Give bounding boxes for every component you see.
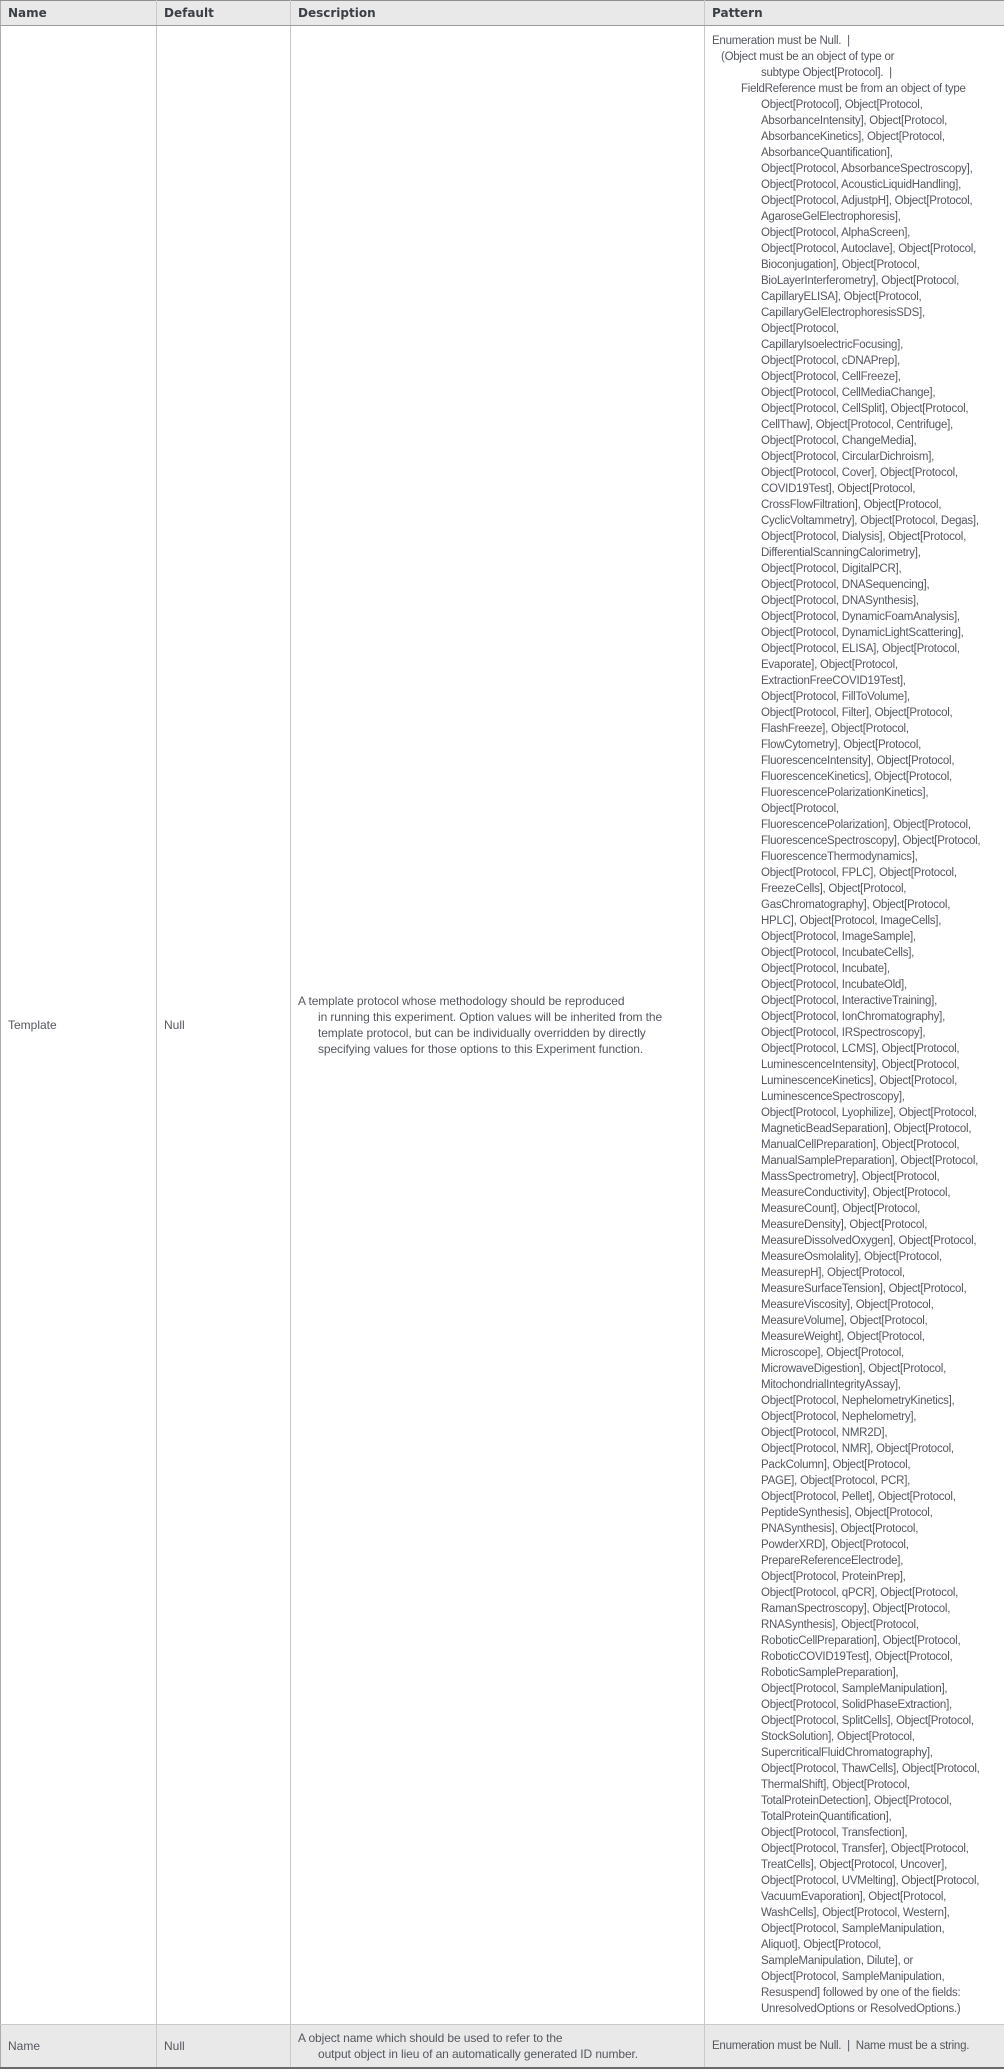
text-line: CrossFlowFiltration], Object[Protocol, xyxy=(761,499,942,511)
text-line: MeasureCount], Object[Protocol, xyxy=(761,1203,921,1215)
text-line: CapillaryELISA], Object[Protocol, xyxy=(761,291,922,303)
text-line: FlowCytometry], Object[Protocol, xyxy=(761,739,922,751)
text-line: MeasurepH], Object[Protocol, xyxy=(761,1267,905,1279)
column-header-default: Default xyxy=(157,1,291,26)
text-line: Object[Protocol, NMR2D], xyxy=(761,1427,888,1439)
text-line: CellThaw], Object[Protocol, Centrifuge], xyxy=(761,419,953,431)
text-line: Object[Protocol, Dialysis], Object[Protocol, xyxy=(761,531,967,543)
text-line: in running this experiment. Option values will be inherited from the xyxy=(318,1010,663,1024)
text-line: MeasureOsmolality], Object[Protocol, xyxy=(761,1251,942,1263)
text-line: Object[Protocol, InteractiveTraining], xyxy=(761,995,938,1007)
text-line: TotalProteinQuantification], xyxy=(761,1811,892,1823)
text-line: MassSpectrometry], Object[Protocol, xyxy=(761,1171,940,1183)
text-line: Object[Protocol, SampleManipulation, xyxy=(761,1923,945,1935)
text-line: Object[Protocol, Transfer], Object[Protocol, xyxy=(761,1843,969,1855)
text-line: Object[Protocol, ImageSample], xyxy=(761,931,916,943)
text-line: A template protocol whose methodology should be reproduced xyxy=(298,994,625,1008)
text-line: TreatCells], Object[Protocol, Uncover], xyxy=(761,1859,948,1871)
text-line: BioLayerInterferometry], Object[Protocol, xyxy=(761,275,960,287)
text-line: A object name which should be used to refer to the xyxy=(298,2031,563,2045)
text-line: SupercriticalFluidChromatography], xyxy=(761,1747,933,1759)
name-pattern-cell xyxy=(705,2025,1004,2069)
text-line: Object[Protocol, AlphaScreen], xyxy=(761,227,911,239)
text-line: Object[Protocol, cDNAPrep], xyxy=(761,355,900,367)
text-line: PackColumn], Object[Protocol, xyxy=(761,1459,911,1471)
text-line: Object[Protocol, NephelometryKinetics], xyxy=(761,1395,955,1407)
text-line: MeasureConductivity], Object[Protocol, xyxy=(761,1187,951,1199)
text-line: UnresolvedOptions or ResolvedOptions.) xyxy=(761,2003,961,2015)
text-line: Resuspend] followed by one of the fields: xyxy=(761,1987,961,1999)
column-header-name: Name xyxy=(1,1,157,26)
text-line: CapillaryGelElectrophoresisSDS], xyxy=(761,307,925,319)
text-line: Object[Protocol, SolidPhaseExtraction], xyxy=(761,1699,952,1711)
text-line: FluorescenceSpectroscopy], Object[Protocol, xyxy=(761,835,981,847)
text-line: CapillaryIsoelectricFocusing], xyxy=(761,339,904,351)
text-line: Object[Protocol, UVMelting], Object[Protocol, xyxy=(761,1875,980,1887)
text-line: MeasureDissolvedOxygen], Object[Protocol, xyxy=(761,1235,977,1247)
text-line: LuminescenceKinetics], Object[Protocol, xyxy=(761,1075,958,1087)
text-line: Object[Protocol, DynamicLightScattering], xyxy=(761,627,964,639)
text-line: MeasureDensity], Object[Protocol, xyxy=(761,1219,928,1231)
text-line: Object[Protocol, SampleManipulation, xyxy=(761,1971,945,1983)
text-line: COVID19Test], Object[Protocol, xyxy=(761,483,916,495)
text-line: RNASynthesis], Object[Protocol, xyxy=(761,1619,919,1631)
text-line: Object[Protocol, CircularDichroism], xyxy=(761,451,935,463)
text-line: Object[Protocol, ChangeMedia], xyxy=(761,435,917,447)
text-line: Object[Protocol, CellMediaChange], xyxy=(761,387,936,399)
template-description-cell xyxy=(291,26,705,2025)
table-row-name xyxy=(1,2025,1004,2069)
text-line: FreezeCells], Object[Protocol, xyxy=(761,883,907,895)
template-pattern-cell xyxy=(705,26,1004,2025)
text-line: Enumeration must be Null. | Name must be a string. xyxy=(712,2040,970,2052)
text-line: Object[Protocol, DNASynthesis], xyxy=(761,595,919,607)
text-line: VacuumEvaporation], Object[Protocol, xyxy=(761,1891,947,1903)
text-line: WashCells], Object[Protocol, Western], xyxy=(761,1907,950,1919)
text-line: specifying values for those options to this Experiment function. xyxy=(318,1042,644,1056)
text-line: subtype Object[Protocol]. | xyxy=(761,67,892,79)
template-default-cell: Null xyxy=(157,26,291,2025)
text-line: MitochondrialIntegrityAssay], xyxy=(761,1379,901,1391)
text-line: PNASynthesis], Object[Protocol, xyxy=(761,1523,919,1535)
text-line: LuminescenceIntensity], Object[Protocol, xyxy=(761,1059,960,1071)
text-line: FluorescencePolarizationKinetics], xyxy=(761,787,929,799)
text-line: Object[Protocol, Nephelometry], xyxy=(761,1411,917,1423)
text-line: Object[Protocol, Incubate], xyxy=(761,963,890,975)
text-line: Object[Protocol, IRSpectroscopy], xyxy=(761,1027,926,1039)
text-line: Object[Protocol, IncubateOld], xyxy=(761,979,907,991)
text-line: CyclicVoltammetry], Object[Protocol, Degas], xyxy=(761,515,979,527)
text-line: SampleManipulation, Dilute], or xyxy=(761,1955,914,1967)
text-line: Enumeration must be Null. | xyxy=(712,35,850,47)
text-line: Object[Protocol, Lyophilize], Object[Protocol, xyxy=(761,1107,977,1119)
text-line: AbsorbanceQuantification], xyxy=(761,147,893,159)
table-header xyxy=(1,1,1004,26)
text-line: Object[Protocol, DNASequencing], xyxy=(761,579,930,591)
text-line: Object[Protocol, FPLC], Object[Protocol, xyxy=(761,867,957,879)
text-line: ThermalShift], Object[Protocol, xyxy=(761,1779,910,1791)
text-line: Microscope], Object[Protocol, xyxy=(761,1347,904,1359)
text-line: RamanSpectroscopy], Object[Protocol, xyxy=(761,1603,951,1615)
text-line: Object[Protocol, AbsorbanceSpectroscopy], xyxy=(761,163,973,175)
text-line: ExtractionFreeCOVID19Test], xyxy=(761,675,906,687)
text-line: FluorescenceIntensity], Object[Protocol, xyxy=(761,755,955,767)
text-line: ManualSamplePreparation], Object[Protocol, xyxy=(761,1155,979,1167)
text-line: (Object must be an object of type or xyxy=(721,51,895,63)
text-line: Object[Protocol, ProteinPrep], xyxy=(761,1571,906,1583)
text-line: Object[Protocol, xyxy=(761,803,839,815)
text-line: PowderXRD], Object[Protocol, xyxy=(761,1539,909,1551)
text-line: Object[Protocol, AcousticLiquidHandling], xyxy=(761,179,962,191)
text-line: PeptideSynthesis], Object[Protocol, xyxy=(761,1507,933,1519)
text-line: FluorescenceThermodynamics], xyxy=(761,851,918,863)
text-line: MeasureSurfaceTension], Object[Protocol, xyxy=(761,1283,967,1295)
text-line: Object[Protocol, LCMS], Object[Protocol, xyxy=(761,1043,960,1055)
text-line: FlashFreeze], Object[Protocol, xyxy=(761,723,909,735)
text-line: Object[Protocol, Transfection], xyxy=(761,1827,908,1839)
text-line: PAGE], Object[Protocol, PCR], xyxy=(761,1475,911,1487)
text-line: Object[Protocol, IonChromatography], xyxy=(761,1011,946,1023)
text-line: Object[Protocol, AdjustpH], Object[Protocol, xyxy=(761,195,973,207)
text-line: Object[Protocol, Filter], Object[Protocol, xyxy=(761,707,953,719)
text-line: Object[Protocol, SampleManipulation], xyxy=(761,1683,948,1695)
text-line: AbsorbanceKinetics], Object[Protocol, xyxy=(761,131,945,143)
text-line: Object[Protocol, FillToVolume], xyxy=(761,691,910,703)
text-line: Object[Protocol, IncubateCells], xyxy=(761,947,915,959)
text-line: Object[Protocol, xyxy=(761,323,839,335)
text-line: FieldReference must be from an object of type xyxy=(741,83,966,95)
text-line: Evaporate], Object[Protocol, xyxy=(761,659,898,671)
text-line: Object[Protocol, qPCR], Object[Protocol, xyxy=(761,1587,959,1599)
text-line: RoboticCOVID19Test], Object[Protocol, xyxy=(761,1651,953,1663)
text-line: Object[Protocol, Autoclave], Object[Protocol, xyxy=(761,243,977,255)
template-name-cell: Template xyxy=(1,26,157,2025)
text-line: MeasureViscosity], Object[Protocol, xyxy=(761,1299,934,1311)
text-line: GasChromatography], Object[Protocol, xyxy=(761,899,951,911)
text-line: MeasureWeight], Object[Protocol, xyxy=(761,1331,925,1343)
text-line: FluorescencePolarization], Object[Protocol, xyxy=(761,819,971,831)
text-line: LuminescenceSpectroscopy], xyxy=(761,1091,905,1103)
text-line: RoboticCellPreparation], Object[Protocol, xyxy=(761,1635,961,1647)
text-line: DifferentialScanningCalorimetry], xyxy=(761,547,921,559)
text-line: Object[Protocol, Pellet], Object[Protocol, xyxy=(761,1491,956,1503)
text-line: HPLC], Object[Protocol, ImageCells], xyxy=(761,915,942,927)
text-line: Bioconjugation], Object[Protocol, xyxy=(761,259,920,271)
text-line: Object[Protocol, NMR], Object[Protocol, xyxy=(761,1443,954,1455)
text-line: Object[Protocol, ELISA], Object[Protocol, xyxy=(761,643,960,655)
text-line: Object[Protocol, ThawCells], Object[Protocol, xyxy=(761,1763,980,1775)
text-line: Object[Protocol, CellFreeze], xyxy=(761,371,901,383)
text-line: Object[Protocol, SplitCells], Object[Protocol, xyxy=(761,1715,974,1727)
text-line: Object[Protocol, DigitalPCR], xyxy=(761,563,902,575)
text-line: FluorescenceKinetics], Object[Protocol, xyxy=(761,771,952,783)
text-line: Object[Protocol, DynamicFoamAnalysis], xyxy=(761,611,960,623)
text-line: MicrowaveDigestion], Object[Protocol, xyxy=(761,1363,947,1375)
column-header-pattern: Pattern xyxy=(705,1,1004,26)
text-line: Object[Protocol, CellSplit], Object[Protocol, xyxy=(761,403,969,415)
text-line: ManualCellPreparation], Object[Protocol, xyxy=(761,1139,960,1151)
text-line: template protocol, but can be individually overridden by directly xyxy=(318,1026,646,1040)
text-line: AgaroseGelElectrophoresis], xyxy=(761,211,901,223)
text-line: Aliquot], Object[Protocol, xyxy=(761,1939,882,1951)
name-name-cell: Name xyxy=(1,2025,157,2069)
text-line: MeasureVolume], Object[Protocol, xyxy=(761,1315,928,1327)
header-row xyxy=(1,1,1004,26)
text-line: PrepareReferenceElectrode], xyxy=(761,1555,904,1567)
name-description-cell xyxy=(291,2025,705,2069)
table-row-template xyxy=(1,26,1004,2025)
text-line: Object[Protocol, Cover], Object[Protocol, xyxy=(761,467,958,479)
text-line: AbsorbanceIntensity], Object[Protocol, xyxy=(761,115,948,127)
text-line: TotalProteinDetection], Object[Protocol, xyxy=(761,1795,952,1807)
text-line: output object in lieu of an automatically generated ID number. xyxy=(318,2047,639,2061)
text-line: RoboticSamplePreparation], xyxy=(761,1667,899,1679)
text-line: StockSolution], Object[Protocol, xyxy=(761,1731,915,1743)
text-line: MagneticBeadSeparation], Object[Protocol, xyxy=(761,1123,972,1135)
name-default-cell: Null xyxy=(157,2025,291,2069)
column-header-description: Description xyxy=(291,1,705,26)
text-line: Object[Protocol], Object[Protocol, xyxy=(761,99,923,111)
